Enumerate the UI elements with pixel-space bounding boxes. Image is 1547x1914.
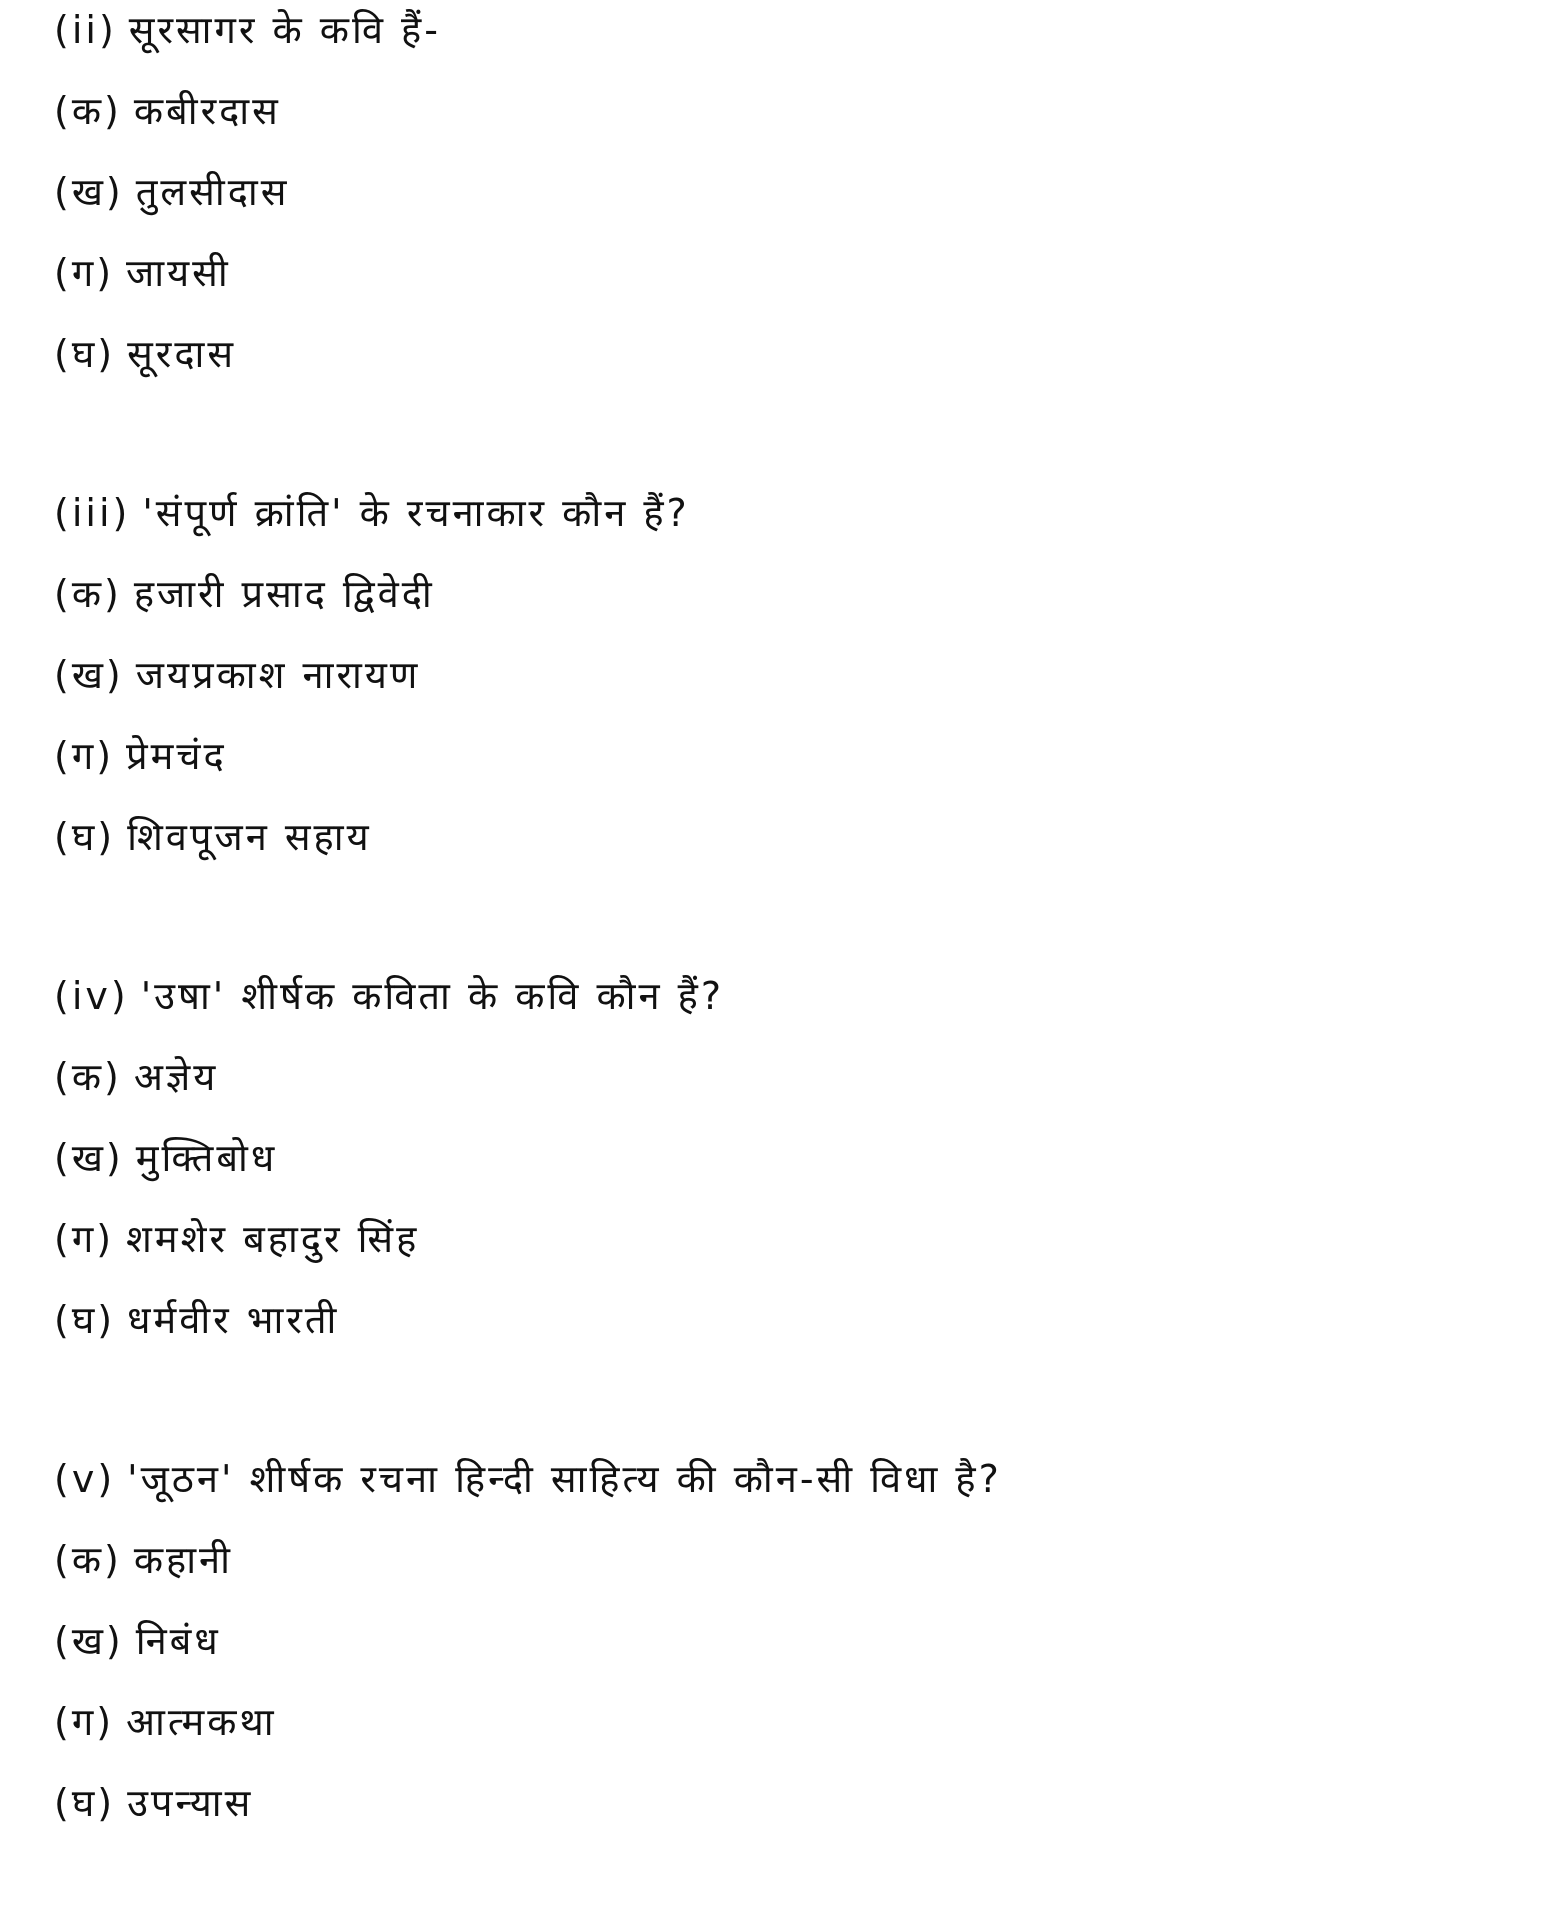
option-text: कबीरदास [133,89,281,133]
question-ii [54,0,1547,405]
option-text: शमशेर बहादुर सिंह [126,1217,420,1261]
option-kha [54,1128,1547,1209]
question-prompt: सूरसागर के कवि हैं- [128,8,441,52]
option-text: निबंध [135,1619,221,1663]
question-text [54,966,1547,1047]
option-kha [54,162,1547,243]
option-text: मुक्तिबोध [135,1136,278,1180]
option-text: उपन्यास [127,1781,254,1825]
option-label: (ख) [54,1136,124,1180]
option-label: (क) [54,1055,122,1099]
question-v [54,1449,1547,1854]
option-text: हजारी प्रसाद द्विवेदी [133,572,435,616]
option-text: आत्मकथा [126,1700,277,1744]
option-text: धर्मवीर भारती [127,1298,340,1342]
question-prompt: 'जूठन' शीर्षक रचना हिन्दी साहित्य की कौन-सी विधा है? [127,1457,1002,1501]
option-label: (ग) [54,1217,115,1261]
option-label: (ख) [54,170,124,214]
option-gha [54,324,1547,405]
option-text: अज्ञेय [133,1055,219,1099]
option-label: (ख) [54,653,124,697]
question-iii [54,483,1547,888]
question-text [54,0,1547,81]
question-text [54,483,1547,564]
option-label: (ग) [54,1700,115,1744]
option-label: (क) [54,1538,122,1582]
option-gha [54,807,1547,888]
option-text: तुलसीदास [135,170,290,214]
question-prompt: 'उषा' शीर्षक कविता के कवि कौन हैं? [140,974,724,1018]
option-ga [54,243,1547,324]
option-label: (ख) [54,1619,124,1663]
option-label: (ग) [54,251,115,295]
option-ka [54,1047,1547,1128]
option-text: प्रेमचंद [126,734,227,778]
option-ka [54,564,1547,645]
option-label: (घ) [54,815,116,859]
option-label: (क) [54,572,122,616]
option-text: शिवपूजन सहाय [127,815,372,859]
option-ga [54,1209,1547,1290]
option-kha [54,1611,1547,1692]
question-number: (iv) [54,974,129,1018]
question-number: (iii) [54,491,131,535]
option-text: सूरदास [127,332,237,376]
option-ga [54,726,1547,807]
option-label: (घ) [54,332,116,376]
question-number: (ii) [54,8,117,52]
option-label: (ग) [54,734,115,778]
question-prompt: 'संपूर्ण क्रांति' के रचनाकार कौन हैं? [142,491,690,535]
option-gha [54,1290,1547,1371]
option-label: (क) [54,89,122,133]
option-ka [54,81,1547,162]
option-ga [54,1692,1547,1773]
option-gha [54,1773,1547,1854]
question-iv [54,966,1547,1371]
option-ka [54,1530,1547,1611]
option-label: (घ) [54,1298,116,1342]
option-text: कहानी [133,1538,233,1582]
option-text: जायसी [126,251,231,295]
question-number: (v) [54,1457,116,1501]
option-label: (घ) [54,1781,116,1825]
option-kha [54,645,1547,726]
question-text [54,1449,1547,1530]
option-text: जयप्रकाश नारायण [135,653,421,697]
